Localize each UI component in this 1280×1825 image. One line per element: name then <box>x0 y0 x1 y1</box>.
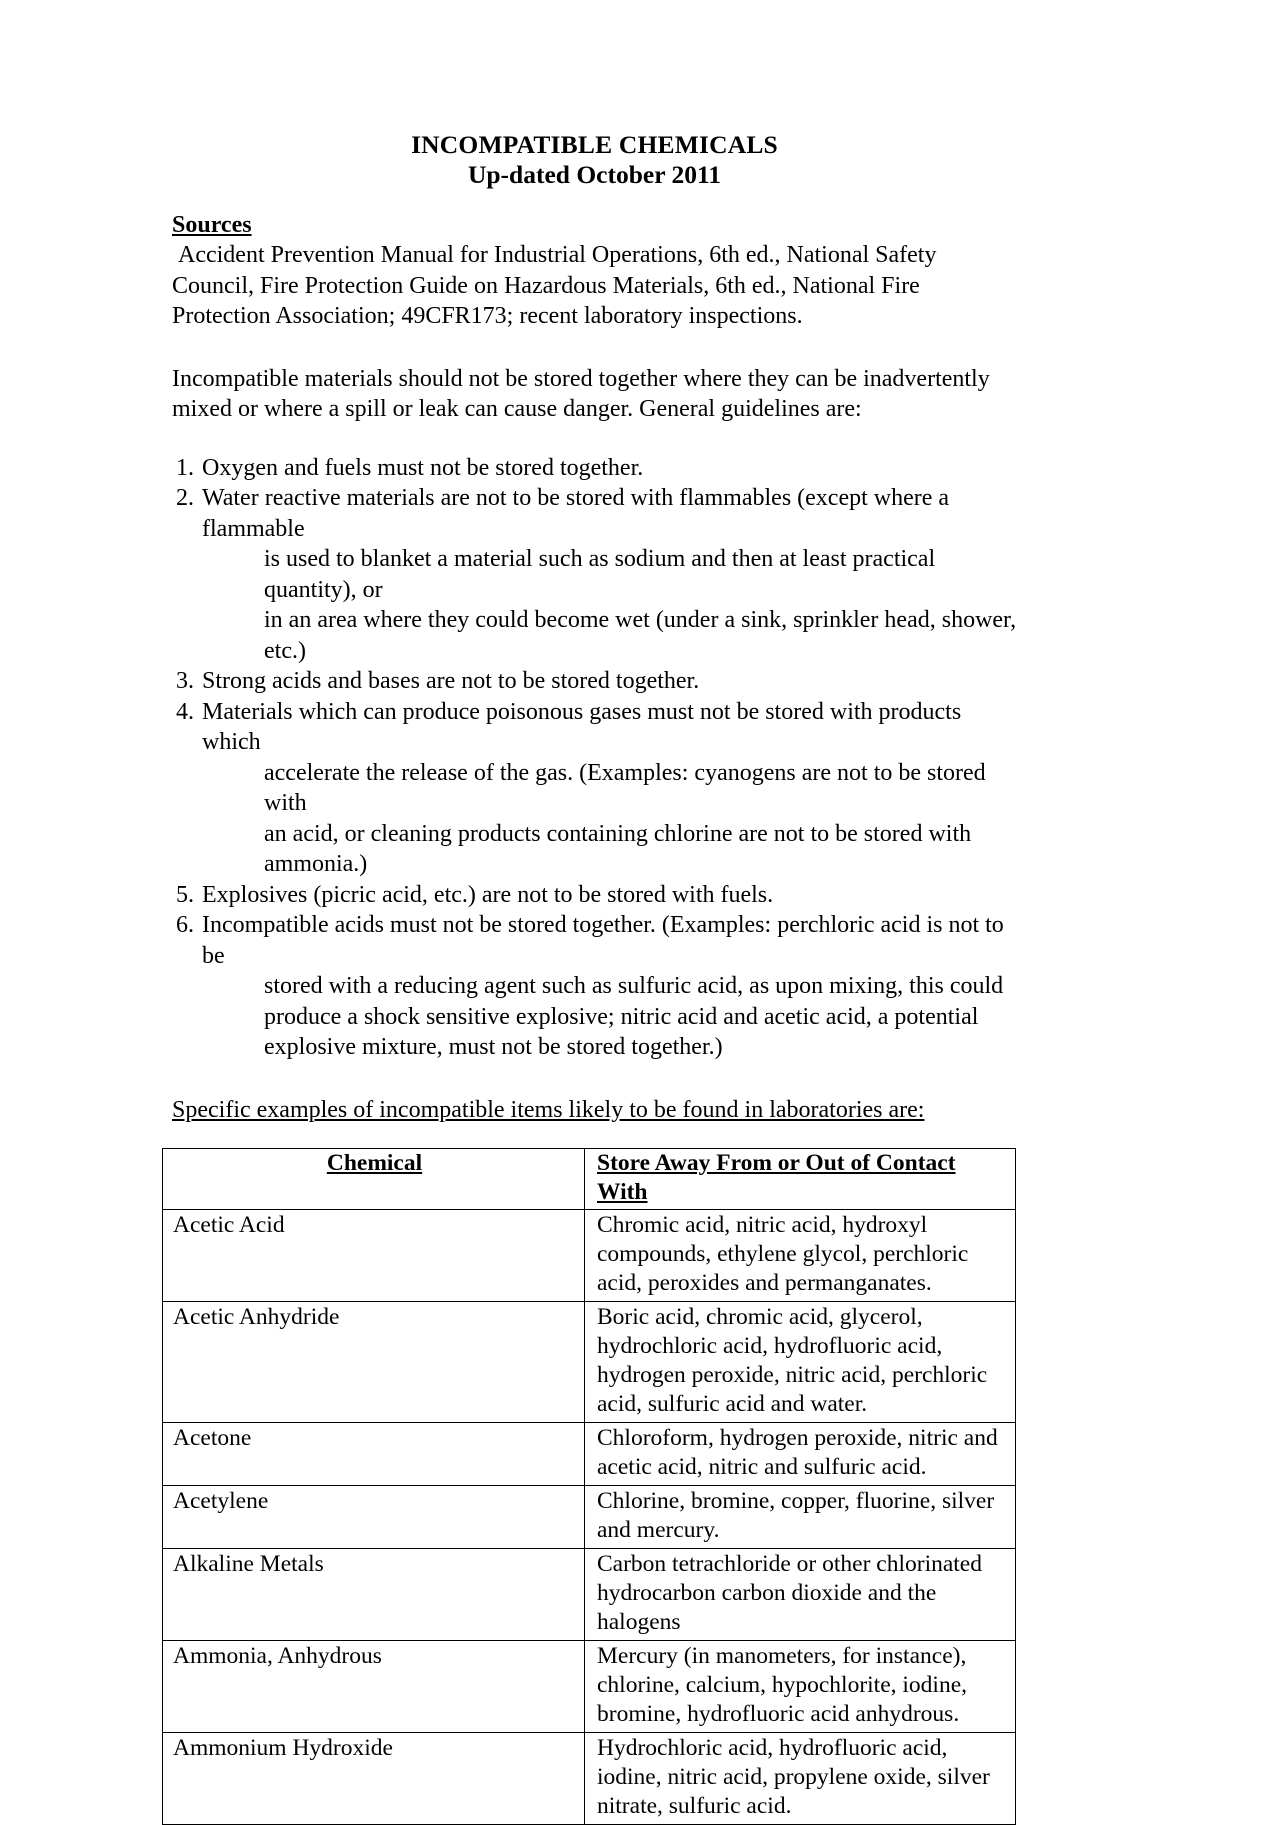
document-content <box>172 130 1017 1825</box>
guideline-text: Explosives (picric acid, etc.) are not to be stored with fuels. <box>202 881 774 908</box>
guideline-number: 2. <box>176 485 194 511</box>
cell-chemical-name: Acetic Acid <box>163 1209 585 1301</box>
cell-chemical-name: Acetone <box>163 1422 585 1485</box>
cell-store-away-from <box>585 1301 1016 1422</box>
sources-heading: Sources <box>172 212 252 238</box>
store-away-line: chlorine, calcium, hypochlorite, iodine, <box>597 1671 968 1698</box>
guideline-number: 1. <box>176 454 194 481</box>
table-row <box>163 1732 1016 1824</box>
column-header-chemical: Chemical <box>163 1148 585 1209</box>
guideline-number: 6. <box>176 912 194 938</box>
cell-store-away-from <box>585 1209 1016 1301</box>
table-header-row <box>163 1148 1016 1209</box>
guideline-item <box>172 483 1017 666</box>
store-away-line: Hydrochloric acid, hydrofluoric acid, <box>597 1734 948 1761</box>
guideline-continuation-line: ammonia.) <box>264 851 368 877</box>
store-away-line: bromine, hydrofluoric acid anhydrous. <box>597 1700 960 1727</box>
guideline-continuation-line: is used to blanket a material such as sodium and then at least practical quantity), or <box>264 546 936 603</box>
table-row <box>163 1548 1016 1640</box>
guideline-text: Oxygen and fuels must not be stored together. <box>202 454 644 481</box>
guideline-continuation-line: explosive mixture, must not be stored together.) <box>264 1034 723 1060</box>
guideline-text: Strong acids and bases are not to be stored together. <box>202 668 700 694</box>
table-row <box>163 1640 1016 1732</box>
cell-store-away-from <box>585 1422 1016 1485</box>
incompatible-chemicals-table <box>162 1148 1016 1825</box>
cell-store-away-from <box>585 1732 1016 1824</box>
guideline-continuation-line: accelerate the release of the gas. (Examples: cyanogens are not to be stored with <box>264 759 986 816</box>
store-away-line: nitrate, sulfuric acid. <box>597 1792 792 1819</box>
store-away-line: Chromic acid, nitric acid, hydroxyl <box>597 1211 928 1238</box>
guideline-continuation-line: produce a shock sensitive explosive; nitric acid and acetic acid, a potential <box>264 1003 979 1030</box>
guidelines-list <box>172 453 1017 1063</box>
guideline-continuation-line: an acid, or cleaning products containing chlorine are not to be stored with <box>264 820 972 847</box>
store-away-line: hydrochloric acid, hydrofluoric acid, <box>597 1332 943 1359</box>
cell-chemical-name: Ammonia, Anhydrous <box>163 1640 585 1732</box>
guideline-item <box>172 880 1017 911</box>
guideline-number: 3. <box>176 668 194 694</box>
guideline-item <box>172 666 1017 697</box>
store-away-line: hydrocarbon carbon dioxide and the <box>597 1579 937 1606</box>
table-header <box>163 1148 1016 1209</box>
store-away-line: acid, sulfuric acid and water. <box>597 1390 868 1417</box>
store-away-line: Chloroform, hydrogen peroxide, nitric and <box>597 1424 998 1451</box>
store-away-line: hydrogen peroxide, nitric acid, perchloric <box>597 1361 988 1388</box>
table-body <box>163 1209 1016 1824</box>
guideline-text: Incompatible acids must not be stored together. (Examples: perchloric acid is not to be <box>202 912 1004 969</box>
guideline-item <box>172 697 1017 880</box>
table-row <box>163 1485 1016 1548</box>
cell-chemical-name: Acetylene <box>163 1485 585 1548</box>
cell-chemical-name: Alkaline Metals <box>163 1548 585 1640</box>
table-row <box>163 1209 1016 1301</box>
page-subtitle: Up-dated October 2011 <box>467 160 722 189</box>
store-away-line: iodine, nitric acid, propylene oxide, silver <box>597 1763 990 1790</box>
examples-lead-in: Specific examples of incompatible items likely to be found in laboratories are: <box>172 1096 925 1123</box>
store-away-line: and mercury. <box>597 1516 720 1543</box>
cell-store-away-from <box>585 1485 1016 1548</box>
guideline-text: Water reactive materials are not to be stored with flammables (except where a flammable <box>202 485 950 542</box>
guideline-number: 4. <box>176 698 194 725</box>
store-away-line: acetic acid, nitric and sulfuric acid. <box>597 1453 927 1480</box>
cell-chemical-name: Acetic Anhydride <box>163 1301 585 1422</box>
store-away-line: Carbon tetrachloride or other chlorinated <box>597 1550 982 1577</box>
table-row <box>163 1301 1016 1422</box>
guideline-continuation-line: stored with a reducing agent such as sulfuric acid, as upon mixing, this could <box>264 973 1004 999</box>
table-row <box>163 1422 1016 1485</box>
guideline-number: 5. <box>176 881 194 908</box>
guideline-item <box>172 453 1017 484</box>
intro-paragraph: Incompatible materials should not be stored together where they can be inadvertently mixed or where a spill or leak can cause danger. General guidelines are: <box>172 365 990 422</box>
sources-section <box>172 192 1017 332</box>
store-away-line: halogens <box>597 1608 681 1635</box>
guideline-item <box>172 910 1017 1063</box>
store-away-line: Chlorine, bromine, copper, fluorine, silver <box>597 1487 995 1514</box>
column-header-store-away-from: Store Away From or Out of Contact With <box>585 1148 1016 1209</box>
store-away-line: compounds, ethylene glycol, perchloric <box>597 1240 969 1267</box>
guideline-continuation-line: in an area where they could become wet (under a sink, sprinkler head, shower, etc.) <box>264 607 1017 664</box>
page-title: INCOMPATIBLE CHEMICALS <box>411 130 778 159</box>
cell-store-away-from <box>585 1548 1016 1640</box>
store-away-line: Boric acid, chromic acid, glycerol, <box>597 1303 923 1330</box>
store-away-line: acid, peroxides and permanganates. <box>597 1269 932 1296</box>
sources-body: Accident Prevention Manual for Industrial Operations, 6th ed., National Safety Council, Fire Protection Guide on Hazardous Materials, 6th ed., National Fire Protection Association; 49CFR173; recent laboratory inspections. <box>172 242 937 329</box>
guideline-text: Materials which can produce poisonous gases must not be stored with products which <box>202 698 962 755</box>
cell-store-away-from <box>585 1640 1016 1732</box>
store-away-line: Mercury (in manometers, for instance), <box>597 1642 967 1669</box>
cell-chemical-name: Ammonium Hydroxide <box>163 1732 585 1824</box>
